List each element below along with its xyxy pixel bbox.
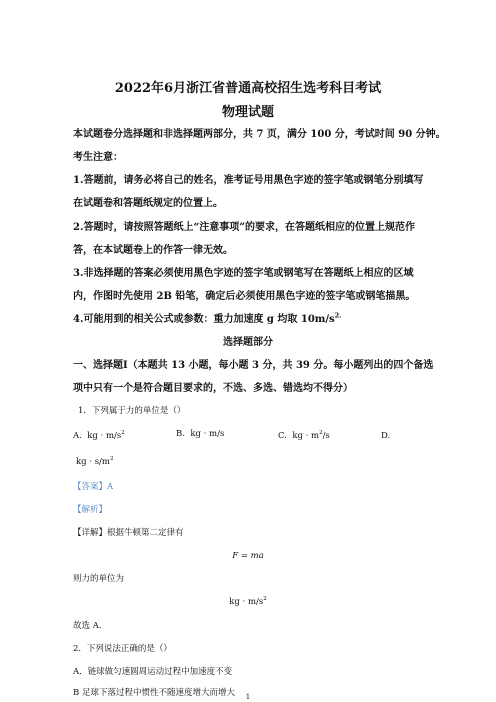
- exam-subtitle: 物理试题: [221, 105, 274, 120]
- q1-analysis-label: 【解析】: [73, 505, 108, 515]
- q1-conclusion: 故选 A．: [73, 621, 108, 631]
- q1-answer: 【答案】A: [73, 482, 114, 492]
- q1-option-c: C. kg · $m^2/s$: [278, 430, 330, 441]
- q1-option-d-label: D.: [381, 431, 391, 441]
- q1-unit: kg · $m/s^2$: [229, 596, 267, 607]
- q1-formula: F = ma: [232, 551, 264, 561]
- exam-title: 2022年6月浙江省普通高校招生选考科目考试: [114, 81, 382, 96]
- q2-stem: 2．下列说法正确的是（）: [73, 644, 172, 654]
- q2-option-b: B 足球下落过程中惯性不随速度增大而增大: [73, 688, 235, 698]
- page-number: 1: [245, 693, 251, 701]
- q1-detail: 【详解】根据牛顿第二定律有: [73, 528, 184, 538]
- part-heading-a: 一、选择题Ⅰ（本题共 13 小题，每小题 3 分，共 39 分。每小题列出的四个备选: [73, 360, 434, 371]
- notice-1b: 在试题卷和答题纸规定的位置上。: [73, 198, 223, 209]
- q1-option-a: A. kg · $m/s^2$: [73, 430, 125, 441]
- notice-2a: 2.答题时，请按照答题纸上“注意事项”的要求，在答题纸相应的位置上规范作: [73, 222, 415, 233]
- q1-option-b: B. kg · m/s: [176, 429, 225, 439]
- q1-option-d: kg · $s/m^2$: [76, 456, 114, 467]
- notice-1a: 1.答题前，请务必将自己的姓名，准考证号用黑色字迹的签字笔或钢笔分别填写: [73, 175, 424, 186]
- part-heading-b: 项中只有一个是符合题目要求的，不选、多选、错选均不得分）: [73, 383, 353, 394]
- notice-4: 4.可能用到的相关公式或参数：重力加速度 g 均取 $10m/s^{2.}$: [73, 311, 342, 325]
- notice-3b: 内，作图时先使用 2B 铅笔，确定后必须使用黑色字迹的签字笔或钢笔描黑。: [73, 291, 416, 302]
- q1-stem: 1．下列属于力的单位是（）: [78, 406, 186, 416]
- notice-title: 考生注意：: [73, 152, 123, 163]
- intro-line: 本试题卷分选择题和非选择题两部分，共 7 页，满分 100 分，考试时间 90 分钟。: [73, 129, 446, 140]
- section-heading: 选择题部分: [223, 337, 273, 348]
- q2-option-a: A．链球做匀速圆周运动过程中加速度不变: [73, 667, 233, 677]
- q1-unit-intro: 则力的单位为: [73, 574, 125, 584]
- notice-3a: 3.非选择题的答案必须使用黑色字迹的签字笔或钢笔写在答题纸上相应的区域: [73, 268, 414, 279]
- notice-2b: 答，在本试题卷上的作答一律无效。: [73, 245, 233, 256]
